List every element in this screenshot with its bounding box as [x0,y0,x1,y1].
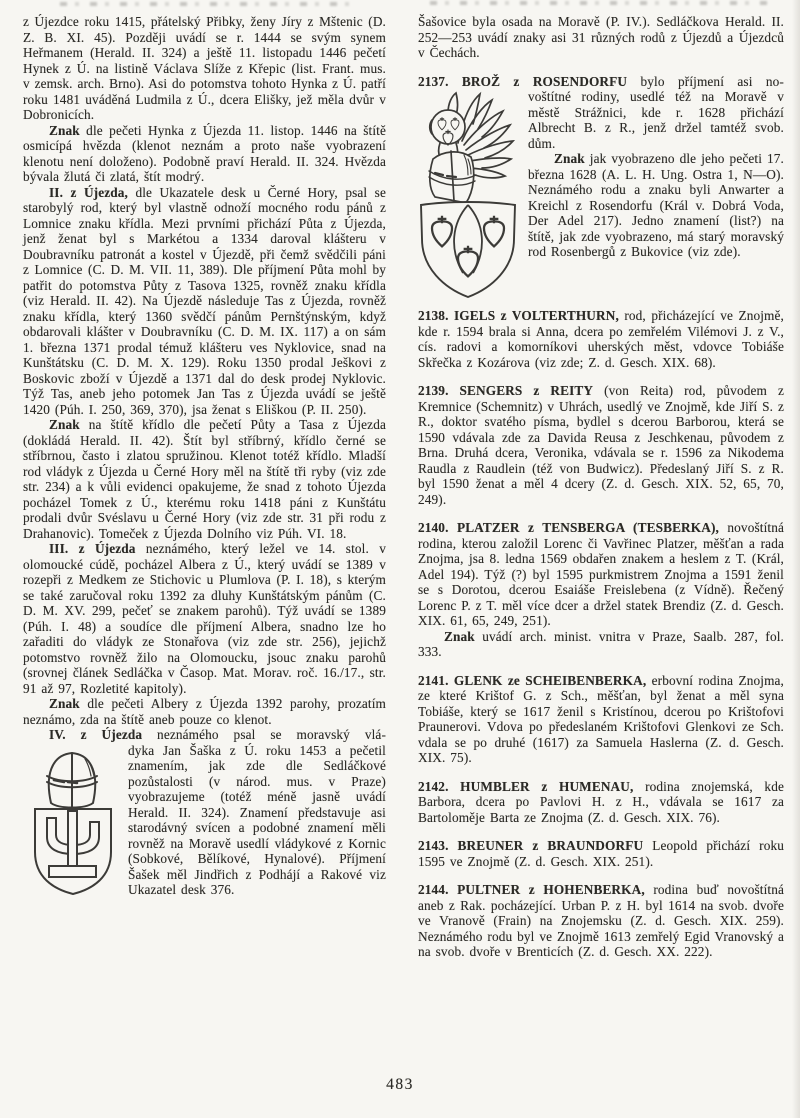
entry-body: voštítné rodiny, usedlé též na Moravě v městě Strážnici, kde r. 1628 přichází Albrecht B. z R., jenž držel tamtéž svob. dům. [528,89,784,151]
entry-heading: 2139. SENGERS z REITY [418,383,594,398]
entry-heading: 2138. IGELS z VOLTERTHURN, [418,308,619,323]
entry-body: 2142. HUMBLER z HUMENAU, rodina znojemská, kde Barbora, dcera po Pavlovi H. z H., vdávala se 1617 za Bartoloměje Barta ze Znojma (Z. d. Gesch. XIX. 76). [418,778,784,825]
entry-heading: 2142. HUMBLER z HUMENAU, [418,778,634,794]
section-iv-z-ujezda-heading-line: IV. z Újezda neznámého psal se moravský vlá- [49,727,386,742]
entry-znak-paragraph: Znak uvádí arch. minist. vnitra v Praze, Saalb. 287, fol. 333. [418,628,784,659]
entry-znak-paragraph: Znak jak vyobrazeno dle jeho pečeti 17. března 1628 (A. L. H. Ung. Ostra 1, N—O). Neznámého rodu a znaku byli Anwarter a Kreichl z Rosendorfu (Král v. Dobrá Voda, Der Adel 217). Jedno znamení (list?) na štítě, jak zde vyobrazeno, má starý moravský rod Rosenbergů z Bukovice (viz zde). [528,151,784,259]
entry-heading: 2144. PULTNER z HOHENBERKA, [418,882,645,897]
paragraph-continuation-ujezdec: z Újezdce roku 1415, přátelský Přibky, ženy Jíry z Mštenic (D. Z. B. XI. 45). Později uvádí se r. 1444 se svým synem Heřmanem (Herald. II. 324) a ještě 11. listopadu 1446 pečetí Hynek z Ú. na listině Václava Slíže z Křepic (list. Frant. mus. v zemsk. arch. Brno). Asi do potomstva tohoto Hynka z Ú. patří roku 1481 uváděná Ludmila z Ú., dcera Elišky, jež měla dvůr v Dobronicích. [23,14,386,122]
paragraph-znak-hynek: Znak dle pečeti Hynka z Újezda 11. listop. 1446 na štítě osmicípá hvězda (klenot neznám a proto naše vyobrazení klenotu není doloženo). Podobně praví Herald. II. 324. Hvězda bývala žlutá či zlatá, štít modrý. [23,122,386,184]
entry-heading-line: 2137. BROŽ z ROSENDORFU bylo příjmení asi no- [418,73,784,89]
entry-body: 2140. PLATZER z TENSBERGA (TESBERKA), novoštítná rodina, kterou založil Lorenc či Vavřinec Platzer, měšťan a rada Znojma, jsa 8. ledna 1569 obdařen znakem a heslem z T. (Král, Adel 194). Týž (?) byl 1595 purkmistrem Znojma a 1591 ženil se s Dorotou, dcerou Esaiáše Freislebena (z Vídně). Řečený Lorenc P. z T. měl více dcer a držel statek Brendiz (Z. d. Gesch. XIX. 61, 65, 249, 251). [418,520,784,628]
entry-2137-broz-z-rosendorfu [418,74,784,260]
paragraph-continuation-sasovice: Šašovice byla osada na Moravě (P. IV.). Sedláčkova Herald. II. 252—253 uvádí znaky asi 31 různých rodů z Újezdů a Újezdců v Čechách. [418,14,784,60]
entry-body: 2143. BREUNER z BRAUNDORFU Leopold přichází roku 1595 ve Znojmě (Z. d. Gesch. XIX. 251). [418,838,784,869]
entry-2144-pultner-z-hohenberka [418,882,784,960]
entry-body: 2144. PULTNER z HOHENBERKA, rodina buď novoštítná aneb z Rak. pocházející. Urban P. z H. byl 1614 na svob. dvoře ve Vranově (Frain) na Znojemsku (Z. d. Gesch. XIX. 259). Neznámého rodu byl ve Znojmě 1613 zemřelý Egid Vranovský a na svob. dvoře v Brenticích (Z. d. Gesch. XX. 222). [418,882,784,959]
entry-2138-igels-z-volterthurn [418,308,784,370]
section-heading: IV. z Újezda [49,727,143,742]
entry-body: 2141. GLENK ze SCHEIBENBERKA, erbovní rodina Znojma, ze které Krištof G. z Sch., měšťan, byl ženat a měl syna Tobiáše, který se 1617 ženil s Kristínou, dcerou po Krištofovi Praunerovi. Vdova po předeslaném Krištofovi Glenkovi ze Sch. vdala se po druhé (1617) za Samuela Haslerna (Z. d. Gesch. XIX. 75). [418,672,784,765]
paragraph-znak-albera: Znak dle pečeti Albery z Újezda 1392 parohy, prozatím neznámo, zda na štítě aneb pouze co klenot. [23,696,386,727]
znak-label: Znak [49,696,80,711]
znak-label: Znak [554,151,585,166]
right-column [418,14,784,960]
coat-of-arms-broz-figure [418,91,518,306]
entry-2142-humbler-z-humenau [418,779,784,826]
znak-label: Znak [444,628,475,644]
entry-2139-sengers-z-reity [418,383,784,507]
entry-heading: 2137. BROŽ z ROSENDORFU [418,73,628,89]
entry-2143-breuner-z-braundorfu [418,838,784,869]
section-heading: II. z Újezda, [49,184,128,200]
znak-label: Znak [49,122,80,138]
entry-body: 2138. IGELS z VOLTERTHURN, rod, přicházející ve Znojmě, kde r. 1594 brala si Anna, dcera po zemřelém Vilémovi J. z V., cís. radovi a komorníkovi uherských měst, vdovce Tobiáše Skřečka z Kozárova (viz zde; Z. d. Gesch. XIX. 68). [418,308,784,370]
scan-edge-shade [792,0,800,1118]
section-iv-z-ujezda-body: dyka Jan Šaška z Ú. roku 1453 a pečetil znamením, jak zde dle Sedláčkové pozůstalosti (v národ. mus. v Praze) vyobrazujeme (totéž méně jasně uvádí Herald. II. 324). Znamení představuje asi starodávný svícen a podobné znamení měli rovněž na Moravě usedlí vládykové z Kornic (Sobkové, Bělíkové, Hynalové). Příjmení Šašek měl Jindřich z Podhájí a Rakové viz Ukazatel desk 376. [128,742,386,897]
znak-label: Znak [49,417,80,432]
entry-heading: 2143. BREUNER z BRAUNDORFU [418,838,644,853]
scan-artifact-top-right [430,1,770,5]
section-ii-z-ujezda: II. z Újezda, dle Ukazatele desk u Černé Hory, psal se starobylý rod, který byl vlastně odnoží mocného rodu pánů z Lomnice znaku křídla. Mezi prvními přichází Půta z Újezda, jenž ženat byl s Markétou a 1334 daroval klášteru v Doubravníku patronát a kostel v Újezdě, při čemž svědčili páni z Lomnice (C. D. M. VII. 11, 389). Dle příjmení Půta mohl by patřit do potomstva Půty z Tasova 1325, rovněž znaku křídla (viz Herald. II. 42). Na Újezdě následuje Tas z Újezda, rovněž znaku křídla, který 1360 svědčí pánům Pernštýnským, když obdarovali klášter v Doubravníku (C. D. M. IX. 117) a on sám 1. března 1371 prodal témuž klášteru ves Nyklovice, snad na Kunštátsku (C. D. M. X. 129). Roku 1350 prodal Ješkovi z Boskovic zboží v Újezdě a 1371 dal do desk prodej Nyklovic. Týž Tas, aneb jeho potomek Jan Tas z Újezda uvádí se ještě 1420 (Púh. I. 250, 369, 370), jsa ženat s Eliškou (P. II. 250). [23,184,386,417]
scan-artifact-top-left [60,2,360,6]
section-heading: III. z Újezda [49,541,136,556]
entry-heading: 2141. GLENK ze SCHEIBENBERKA, [418,672,647,688]
entry-heading: 2140. PLATZER z TENSBERGA (TESBERKA), [418,520,719,535]
entry-body: 2139. SENGERS z REITY (von Reita) rod, původem z Kremnice (Schemnitz) v Uhrách, usedlý ve Znojmě, kde Jiří S. z R., doktor svatého písma, bydlel s dcerou Barborou, která se 1590 vdávala zde za Davida Reusa z Jeschkenau, původem z Brna. Druhá dcera, Veronika, vdávala se r. 1596 za Nikodema Raudla z Raudlein (též von Budwicz). Předeslaný Jiří S. z R. byl 1590 ženat a měl 4 dcery (Z. d. Gesch. XIX. 52, 65, 70, 249). [418,383,784,507]
section-iii-z-ujezda: III. z Újezda neznámého, který ležel ve 14. stol. v olomoucké cúdě, pocházel Albera z Ú., který uvádí se 1389 v rozepři z Medkem ze Stichovic u Plumlova (P. I. 18), s kterým se také zaručoval roku 1392 za dluhy Kunštátským pánům (C. D. M. XV. 299, pečeť se znakem parohů). Týž uvádí se 1389 (Púh. I. 48) a soudíce dle příjmení Albera, snadno lze ho zařaditi do vládyk ze Stonařova (viz zde str. 256), jejichž potomstvo rovněž žilo na Olomoucku, jsouc znaku parohů (srovnej článek Sedláčka v Časop. Mat. Morav. roč. 16./17., str. 91 až 97, Rozletité kapitoly). [23,541,386,696]
page-number: 483 [386,1076,414,1093]
entry-2141-glenk-ze-scheibenberka [418,673,784,766]
paragraph-znak-puta-tas: Znak na štítě křídlo dle pečetí Půty a Tasa z Újezda (dokládá Herald. II. 42). Štít byl stříbrný, křídlo černé se stříbrnou, často i zlatou spružinou. Klenot totéž křídlo. Mladší rod vládyk z Újezda u Černé Hory měl na štítě tři ryby (viz zde str. 234) a k vůli evidenci opakujeme, že snad z tohoto Újezda pocházel Tomek z Ú., kterému roku 1418 páni z Kunštátu prodali dvůr Svéslavu u Černé Hory (viz zde str. 31 při rodu z Drahanovic). Tomeček z Újezda Dolního viz Púh. VI. 18. [23,417,386,541]
left-column [23,14,386,898]
helmet-and-shield-seal-figure [33,746,113,896]
entry-2140-platzer-z-tensberga [418,520,784,660]
